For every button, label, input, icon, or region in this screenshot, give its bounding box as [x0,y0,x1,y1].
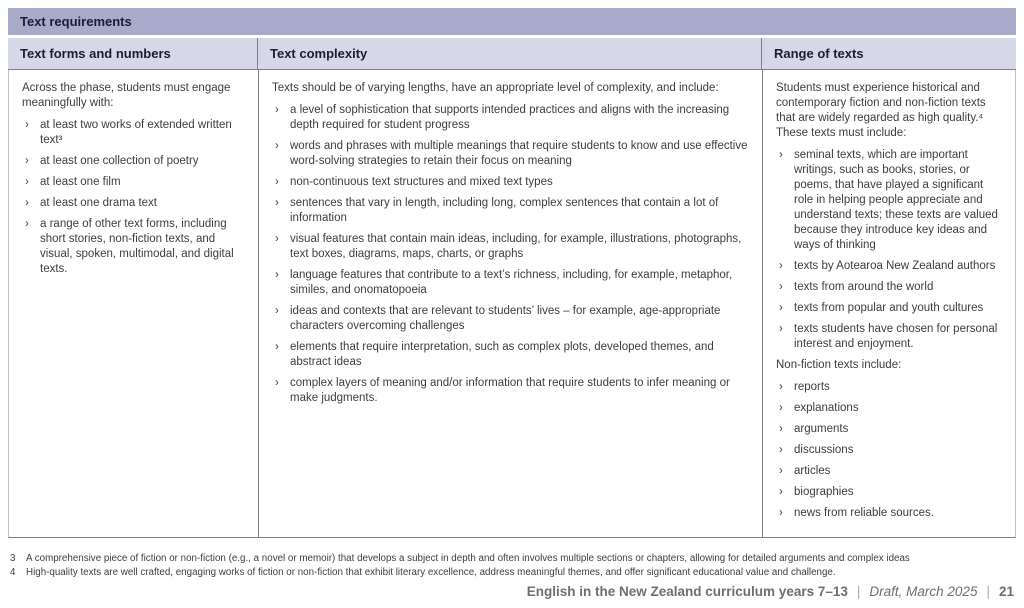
bullet-icon: › [779,302,783,314]
column-header-row [8,38,1016,70]
list-item-text: a level of sophistication that supports intended practices and aligns with the increasing depth required for student progress [290,104,730,131]
bullet-icon: › [25,119,29,131]
bullet-icon: › [779,381,783,393]
list-item [776,422,1002,437]
footnote-number: 3 [10,553,16,564]
list-item-text: explanations [794,402,859,414]
bullet-icon: › [275,197,279,209]
list-item [776,464,1002,479]
list-item [776,259,1002,274]
footer-separator: | [856,584,861,599]
bullet-icon: › [25,176,29,188]
cell-range-of-texts [763,70,1015,537]
cell-text-forms [9,70,259,537]
list-item [272,232,749,262]
list-item-text: texts students have chosen for personal interest and enjoyment. [794,323,998,350]
list-item [22,118,245,148]
list-item-text: sentences that vary in length, including long, complex sentences that contain a lot of information [290,197,719,224]
bullet-icon: › [25,218,29,230]
bullet-icon: › [275,176,279,188]
list-item-text: discussions [794,444,854,456]
bullet-icon: › [779,507,783,519]
document-title: English in the New Zealand curriculum years 7–13 [526,584,848,599]
list-item [776,485,1002,500]
bullet-icon: › [25,155,29,167]
bullet-icon: › [779,444,783,456]
bullet-icon: › [275,341,279,353]
list-item-text: ideas and contexts that are relevant to students’ lives – for example, age-appropriate characters overcoming challenges [290,305,721,332]
footnote-text: A comprehensive piece of fiction or non-fiction (e.g., a novel or memoir) that develops a subject in depth and often involves multiple sections or chapters, allowing for detailed arguments and complex ideas [26,553,910,564]
bullet-icon: › [779,465,783,477]
list-item-text: complex layers of meaning and/or information that require students to infer meaning or make judgments. [290,377,730,404]
list-item-text: non-continuous text structures and mixed text types [290,176,553,188]
list-item-text: a range of other text forms, including short stories, non-fiction texts, and visual, spoken, multimodal, and digital texts. [40,218,234,275]
text-requirements-table [8,8,1016,538]
page-footer [527,584,1014,599]
list-item [776,443,1002,458]
list-item [272,376,749,406]
bullet-icon: › [779,260,783,272]
list-item-text: biographies [794,486,854,498]
list-item [272,268,749,298]
cell-intro: Texts should be of varying lengths, have an appropriate level of complexity, and include: [272,82,719,94]
list-item-text: articles [794,465,831,477]
list-item [776,506,1002,521]
list-item-text: arguments [794,423,849,435]
footnote-3 [10,552,1016,566]
bullet-icon: › [275,305,279,317]
list-item [22,217,245,277]
list-item [776,148,1002,253]
list-item [776,380,1002,395]
cell-text-complexity [259,70,763,537]
bullet-icon: › [275,269,279,281]
list-item-text: words and phrases with multiple meanings that require students to know and use effective word-solving strategies to retain their focus on meaning [290,140,748,167]
cell-intro: Across the phase, students must engage meaningfully with: [22,82,231,109]
list-item [22,175,245,190]
bullet-icon: › [779,323,783,335]
non-fiction-subheading: Non-fiction texts include: [776,359,902,371]
list-item [22,154,245,169]
column-header-text-complexity: Text complexity [258,38,762,69]
column-header-text-forms: Text forms and numbers [8,38,258,69]
list-item [776,301,1002,316]
list-item [272,196,749,226]
bullet-icon: › [779,281,783,293]
bullet-icon: › [275,233,279,245]
footnotes [10,552,1016,580]
list-item [776,322,1002,352]
list-item [776,280,1002,295]
bullet-icon: › [779,423,783,435]
list-item-text: visual features that contain main ideas, including, for example, illustrations, photographs, text boxes, diagrams, maps, charts, or graphs [290,233,742,260]
table-body-row [8,70,1016,538]
list-item-text: news from reliable sources. [794,507,934,519]
list-item [776,401,1002,416]
list-item [272,304,749,334]
list-item [272,139,749,169]
bullet-icon: › [275,377,279,389]
list-item [272,103,749,133]
bullet-icon: › [275,140,279,152]
list-item-text: at least one drama text [40,197,157,209]
page-number: 21 [998,584,1014,599]
list-item-text: language features that contribute to a text’s richness, including, for example, metaphor, similes, and onomatopoeia [290,269,733,296]
bullet-icon: › [275,104,279,116]
footnote-number: 4 [10,567,16,578]
footer-separator: | [986,584,990,599]
bullet-icon: › [779,402,783,414]
list-item [272,175,749,190]
draft-label: Draft, March 2025 [869,584,978,599]
list-item-text: at least two works of extended written text³ [40,119,232,146]
footnote-4 [10,566,1016,580]
list-item-text: elements that require interpretation, such as complex plots, developed themes, and abstract ideas [290,341,714,368]
column-header-range-of-texts: Range of texts [774,46,864,61]
list-item-text: reports [794,381,830,393]
cell-intro: Students must experience historical and contemporary fiction and non-fiction texts that are widely regarded as high quality.⁴ These texts must include: [776,82,986,139]
list-item-text: seminal texts, which are important writings, such as books, stories, or poems, that have played a significant role in helping people appreciate and understand texts; these texts are valued because they introduce key ideas and ways of thinking [794,149,998,251]
table-title: Text requirements [8,8,1016,35]
bullet-icon: › [779,149,783,161]
list-item [272,340,749,370]
list-item-text: texts by Aotearoa New Zealand authors [794,260,996,272]
list-item-text: at least one collection of poetry [40,155,199,167]
list-item-text: at least one film [40,176,121,188]
list-item-text: texts from around the world [794,281,934,293]
list-item [22,196,245,211]
bullet-icon: › [779,486,783,498]
bullet-icon: › [25,197,29,209]
list-item-text: texts from popular and youth cultures [794,302,984,314]
footnote-text: High-quality texts are well crafted, engaging works of fiction or non-fiction that exhibit literary excellence, address meaningful themes, and offer significant educational value and challenge. [26,567,836,578]
